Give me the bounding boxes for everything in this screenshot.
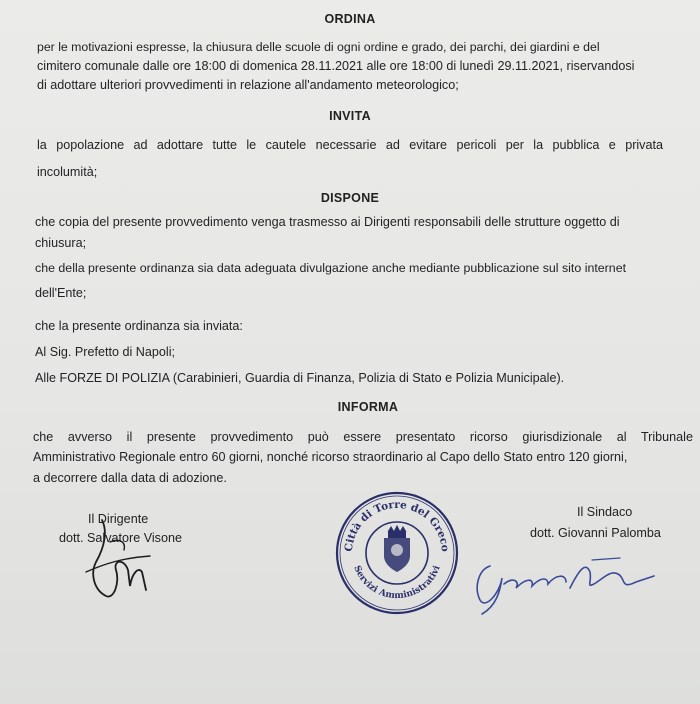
heading-ordina: ORDINA bbox=[324, 12, 376, 26]
dispone-item-4: Al Sig. Prefetto di Napoli; bbox=[35, 345, 176, 359]
ordina-line-3: di adottare ulteriori provvedimenti in relazione all'andamento meteorologico; bbox=[37, 78, 459, 92]
dispone-item-1-line-2: chiusura; bbox=[35, 236, 87, 250]
informa-line-2: Amministrativo Regionale entro 60 giorni, nonché ricorso straordinario al Capo dello Stato entro 120 giorni, bbox=[33, 450, 628, 464]
municipal-stamp bbox=[334, 490, 460, 616]
ordina-line-2: cimitero comunale dalle ore 18:00 di domenica 28.11.2021 alle ore 18:00 di lunedì 29.11.2021, riservandosi bbox=[37, 59, 635, 73]
heading-dispone: DISPONE bbox=[320, 191, 380, 205]
sindaco-name: dott. Giovanni Palomba bbox=[530, 526, 661, 540]
sindaco-title: Il Sindaco bbox=[577, 505, 633, 519]
dispone-item-1-line-1: che copia del presente provvedimento venga trasmesso ai Dirigenti responsabili delle strutture oggetto di bbox=[35, 215, 620, 229]
heading-invita: INVITA bbox=[329, 109, 371, 123]
invita-line-2: incolumità; bbox=[37, 165, 98, 179]
stamp-inner-text: Servizi Amministrativi bbox=[351, 564, 443, 602]
dispone-item-2-line-1: che della presente ordinanza sia data adeguata divulgazione anche mediante pubblicazione sul sito internet bbox=[35, 261, 627, 275]
dirigente-title: Il Dirigente bbox=[88, 512, 149, 526]
dispone-item-5: Alle FORZE DI POLIZIA (Carabinieri, Guardia di Finanza, Polizia di Stato e Polizia Municipale). bbox=[35, 371, 565, 385]
informa-line-1: che avverso il presente provvedimento può essere presentato ricorso giurisdizionale al Tribunale bbox=[33, 430, 693, 444]
ordina-line-1: per le motivazioni espresse, la chiusura delle scuole di ogni ordine e grado, dei parchi, dei giardini e del bbox=[37, 40, 600, 54]
sindaco-signature bbox=[470, 548, 670, 618]
dirigente-name: dott. Salvatore Visone bbox=[59, 531, 182, 545]
informa-line-3: a decorrere dalla data di adozione. bbox=[33, 471, 227, 485]
invita-line-1: la popolazione ad adottare tutte le cautele necessarie ad evitare pericoli per la pubblica e privata bbox=[37, 138, 663, 152]
dirigente-signature bbox=[80, 512, 170, 607]
heading-informa: INFORMA bbox=[337, 400, 399, 414]
coat-of-arms-icon bbox=[384, 526, 410, 572]
dispone-item-2-line-2: dell'Ente; bbox=[35, 286, 87, 300]
dispone-item-3: che la presente ordinanza sia inviata: bbox=[35, 319, 243, 333]
stamp-outer-text: Città di Torre del Greco bbox=[342, 498, 452, 553]
